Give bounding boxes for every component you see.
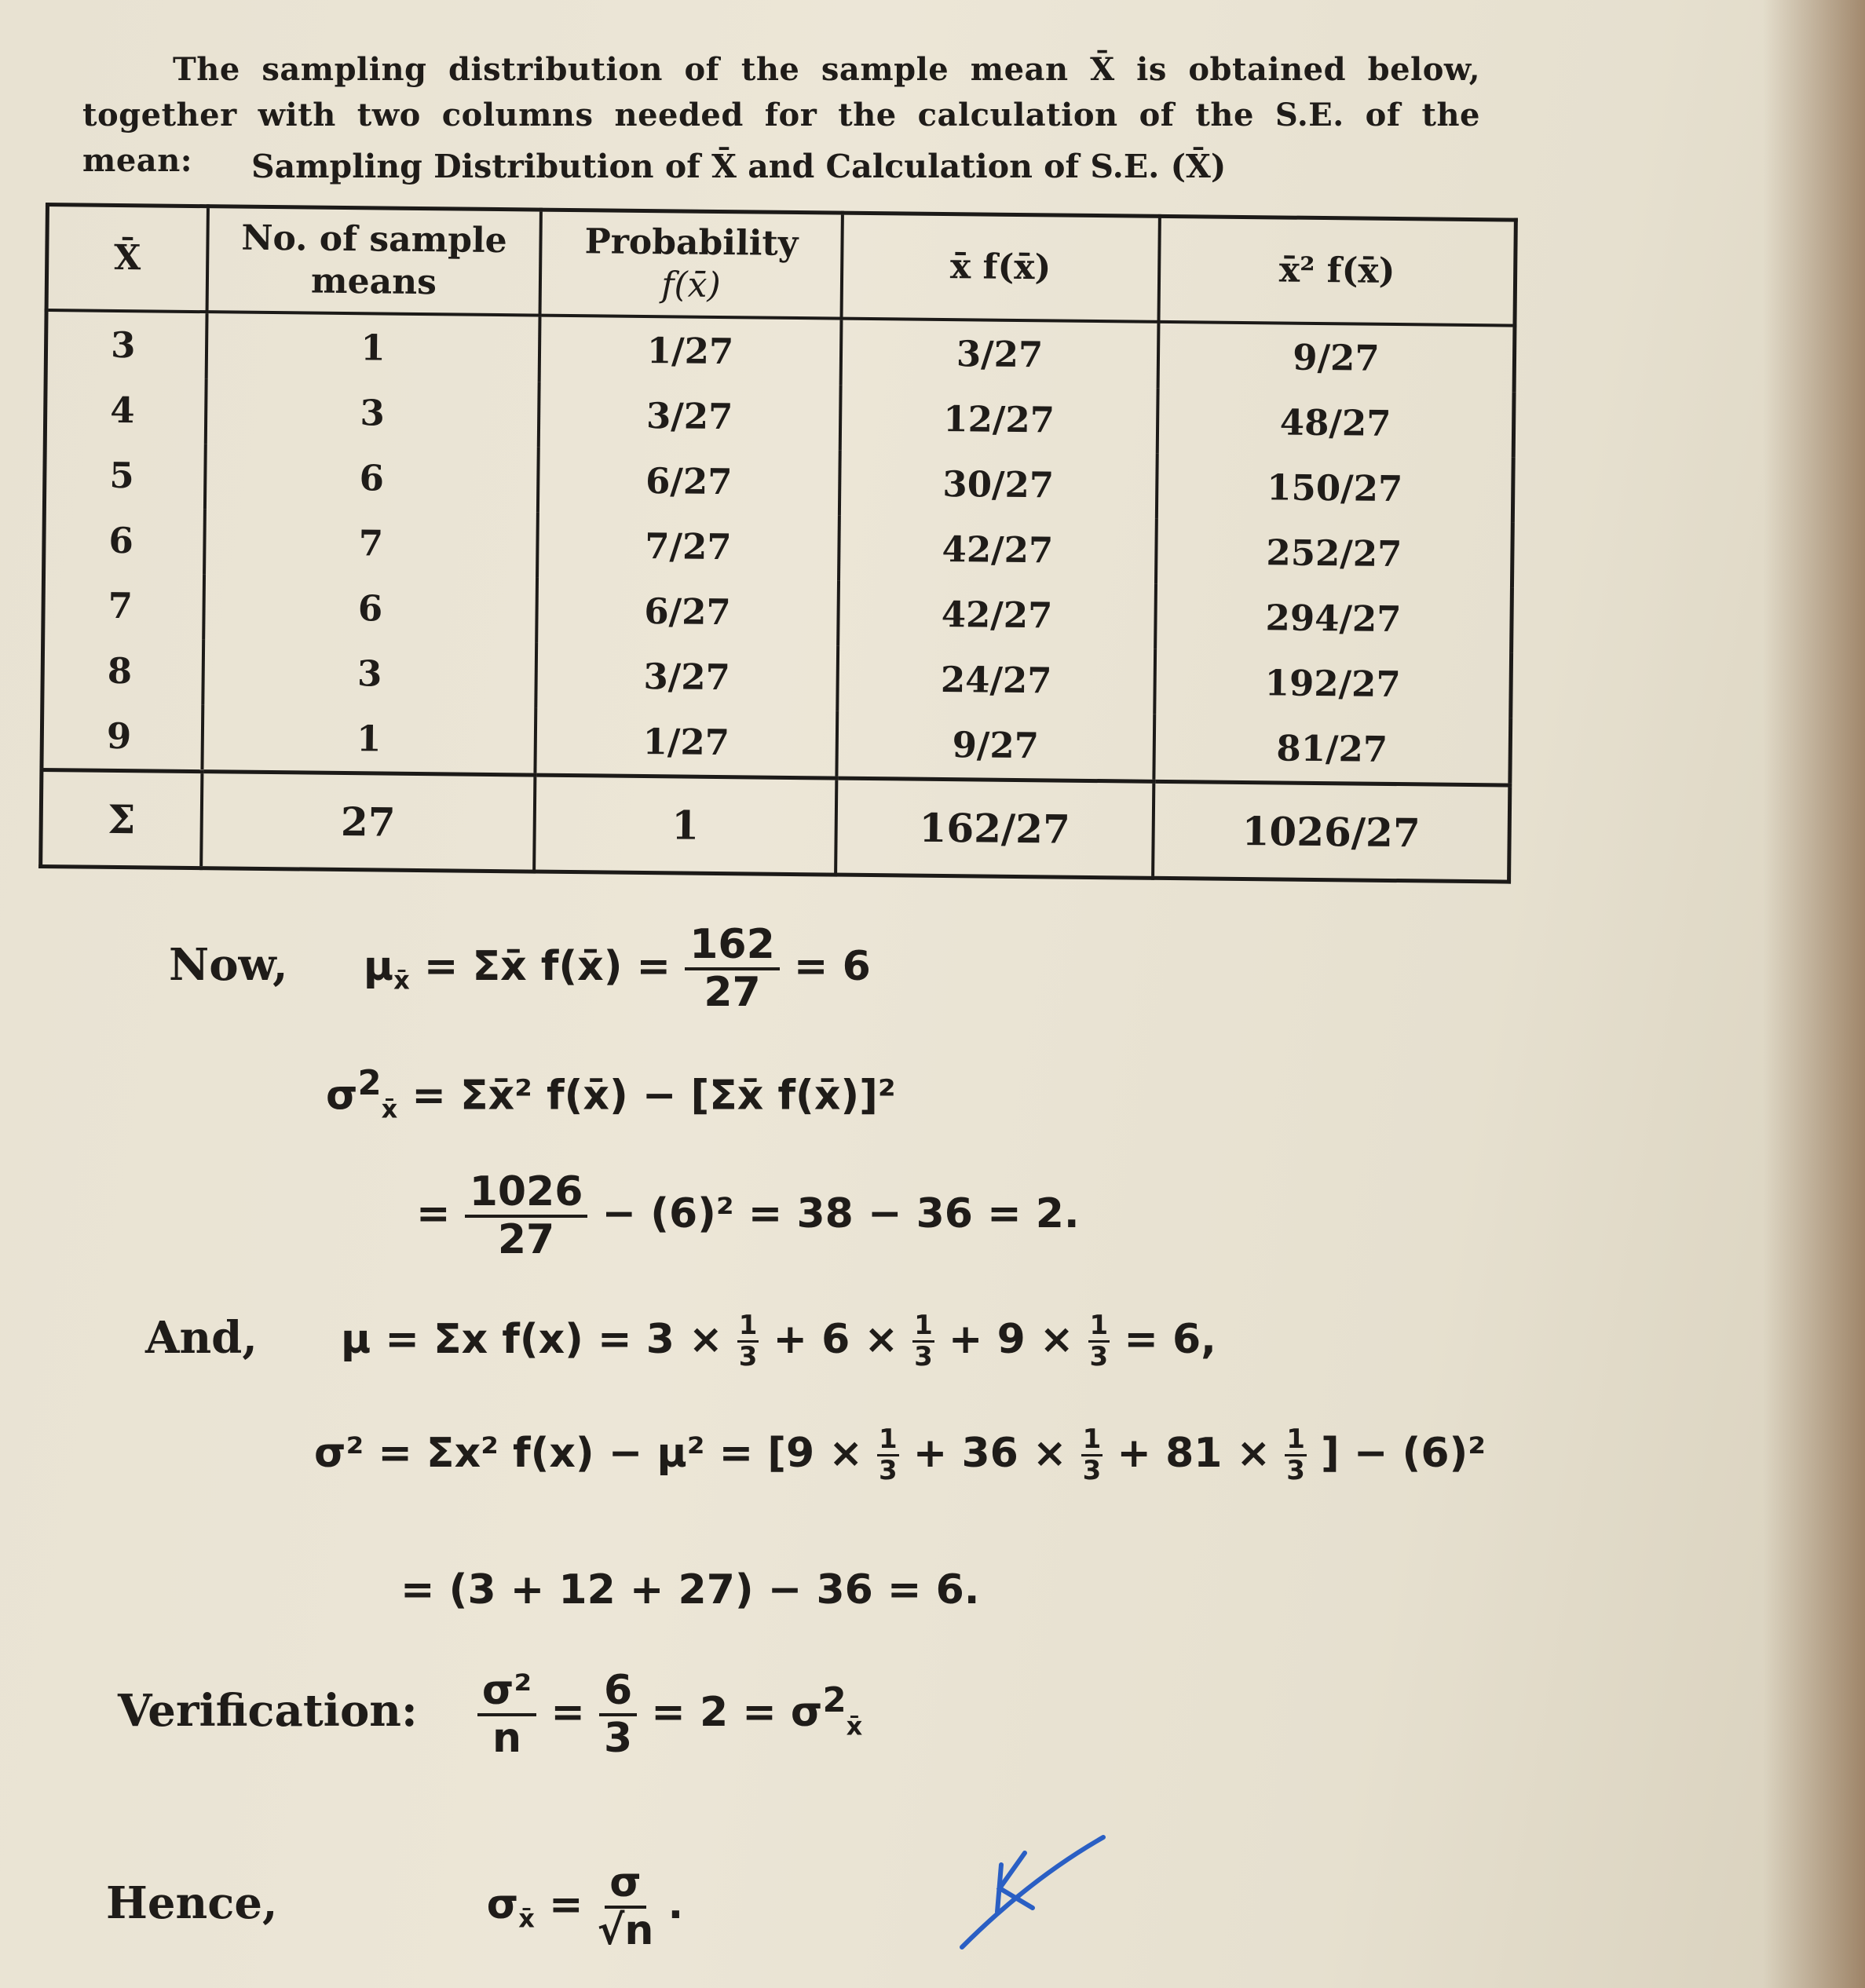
sigma-subscript: x̄ [381,1094,398,1124]
se-subscript: x̄ [518,1903,535,1934]
pop-var-part-c: + 81 × [1117,1429,1271,1477]
mu-subscript: x̄ [393,965,410,996]
variance-expression: = Σx̄² f(x̄) − [Σx̄ f(x̄)]² [411,1072,896,1120]
cell-x2f: 48/27 [1157,389,1514,458]
cell-x: 5 [44,442,205,509]
cell-prob: 6/27 [536,578,839,646]
cell-x2f: 81/27 [1154,714,1510,785]
variance-numerator: 1026 [465,1170,588,1218]
header-count: No. of sample means [207,206,541,316]
equation-verification [118,1668,862,1761]
now-label: Now, [169,939,288,992]
cell-prob: 1/27 [535,708,837,779]
se-denominator: √n [597,1907,654,1955]
cell-xf: 9/27 [836,711,1154,782]
pop-mean-part-a: μ = Σx f(x) = 3 × [341,1315,723,1363]
total-xf: 162/27 [836,778,1154,878]
verify-numerator-2: 6 [599,1668,637,1716]
mu-numerator: 162 [685,923,780,970]
pop-mean-part-c: + 9 × [948,1315,1074,1363]
cell-xf: 42/27 [839,516,1157,584]
cell-count: 7 [204,509,538,577]
handwritten-pen-mark [954,1822,1111,1955]
equation-population-variance [314,1425,1486,1486]
cell-x2f: 252/27 [1156,519,1512,588]
mu-fraction [685,923,780,1015]
intro-paragraph: The sampling distribution of the sample mean X̄ is obtained below, together with two columns needed for the calculation of the S.E. of the mean: [82,51,1480,179]
equals-sign: = [548,1881,583,1929]
header-xf: x̄ f(x̄) [842,213,1160,322]
se-fraction [598,1861,654,1953]
cell-count: 3 [206,378,539,447]
sigma-symbol: σ [326,1072,358,1120]
equation-standard-error [106,1861,683,1953]
equation-variance-of-means [326,1064,896,1124]
mu-symbol: μ [363,943,394,991]
verify-result: = 2 = σ [651,1689,823,1737]
total-count: 27 [201,772,535,872]
fraction-one-third: $\frac{1}{3}$ [1286,1423,1305,1487]
mu-expression: = Σx̄ f(x̄) = [423,943,671,991]
verification-label: Verification: [118,1685,418,1738]
equation-variance-value [416,1170,1080,1263]
se-period: . [667,1881,684,1929]
fraction-one-third: $\frac{1}{3}$ [1089,1310,1109,1373]
pop-mean-result: = 6, [1124,1315,1216,1363]
pop-var-result: = (3 + 12 + 27) − 36 = 6. [400,1566,980,1613]
sigma-square: 2 [822,1680,847,1720]
header-probability-sub: f(x̄) [660,265,721,306]
cell-xf: 3/27 [841,319,1159,389]
variance-denominator: 27 [497,1216,555,1264]
total-symbol: Σ [41,769,203,868]
cell-x: 3 [46,310,207,378]
verify-denominator: n [492,1715,522,1763]
pop-var-part-b: + 36 × [912,1429,1067,1477]
verify-denominator-2: 3 [604,1715,633,1763]
verify-fraction-a [477,1668,536,1761]
pop-var-part-a: σ² = Σx² f(x) − μ² = [9 × [314,1429,863,1477]
cell-x: 6 [44,507,205,574]
cell-x2f: 150/27 [1157,454,1513,523]
verify-numerator: σ² [477,1668,536,1716]
equation-population-mean [145,1311,1216,1372]
mu-denominator: 27 [704,969,761,1017]
pop-mean-part-b: + 6 × [773,1315,899,1363]
equation-population-variance-value [400,1566,980,1613]
cell-xf: 24/27 [837,646,1155,714]
header-probability [540,210,843,319]
fraction-one-third: $\frac{1}{3}$ [914,1310,933,1373]
table-total-row [41,769,1510,882]
equals-sign: = [550,1689,585,1737]
cell-count: 3 [203,639,536,707]
table-header-row [46,205,1516,326]
total-x2f: 1026/27 [1153,781,1510,882]
cell-prob: 7/27 [537,513,839,581]
total-prob: 1 [534,775,836,875]
mu-result: = 6 [793,943,871,991]
cell-x: 9 [42,703,203,772]
cell-count: 1 [207,312,540,382]
verify-fraction-b [599,1668,637,1761]
cell-x2f: 192/27 [1154,649,1511,718]
fraction-one-third: $\frac{1}{3}$ [1082,1423,1102,1487]
cell-x2f: 9/27 [1158,322,1515,393]
equation-mean-of-means [169,923,871,1015]
cell-x: 7 [43,572,204,639]
cell-count: 6 [203,574,537,642]
cell-xf: 42/27 [838,581,1156,649]
cell-prob: 1/27 [539,316,842,386]
pop-var-part-end: ] − (6)² [1321,1429,1487,1477]
variance-fraction [465,1170,588,1263]
sigma-square: 2 [357,1064,382,1103]
cell-xf: 12/27 [840,386,1158,454]
fraction-one-third: $\frac{1}{3}$ [738,1310,758,1373]
hence-label: Hence, [106,1877,278,1930]
se-numerator: σ [605,1861,646,1909]
cell-x: 4 [45,377,206,444]
se-sigma: σ [486,1881,519,1929]
cell-count: 1 [202,704,536,775]
cell-count: 6 [205,444,539,512]
header-x2f: x̄² f(x̄) [1158,216,1516,325]
variance-result: − (6)² = 38 − 36 = 2. [602,1190,1080,1238]
cell-x: 8 [42,638,203,704]
cell-prob: 3/27 [539,382,841,451]
sampling-distribution-table [38,203,1518,884]
header-xbar: X̄ [46,205,208,312]
fraction-one-third: $\frac{1}{3}$ [879,1423,898,1487]
header-probability-label: Probability [584,221,799,265]
cell-prob: 6/27 [538,448,840,516]
cell-x2f: 294/27 [1155,584,1512,653]
and-label: And, [145,1311,258,1364]
page-edge-shadow [1763,0,1865,1988]
sigma-subscript: x̄ [846,1711,863,1741]
table-caption: Sampling Distribution of X̄ and Calculation of S.E. (X̄) [251,148,1227,185]
equals-sign: = [416,1190,451,1238]
cell-xf: 30/27 [839,451,1157,519]
cell-prob: 3/27 [536,643,838,711]
